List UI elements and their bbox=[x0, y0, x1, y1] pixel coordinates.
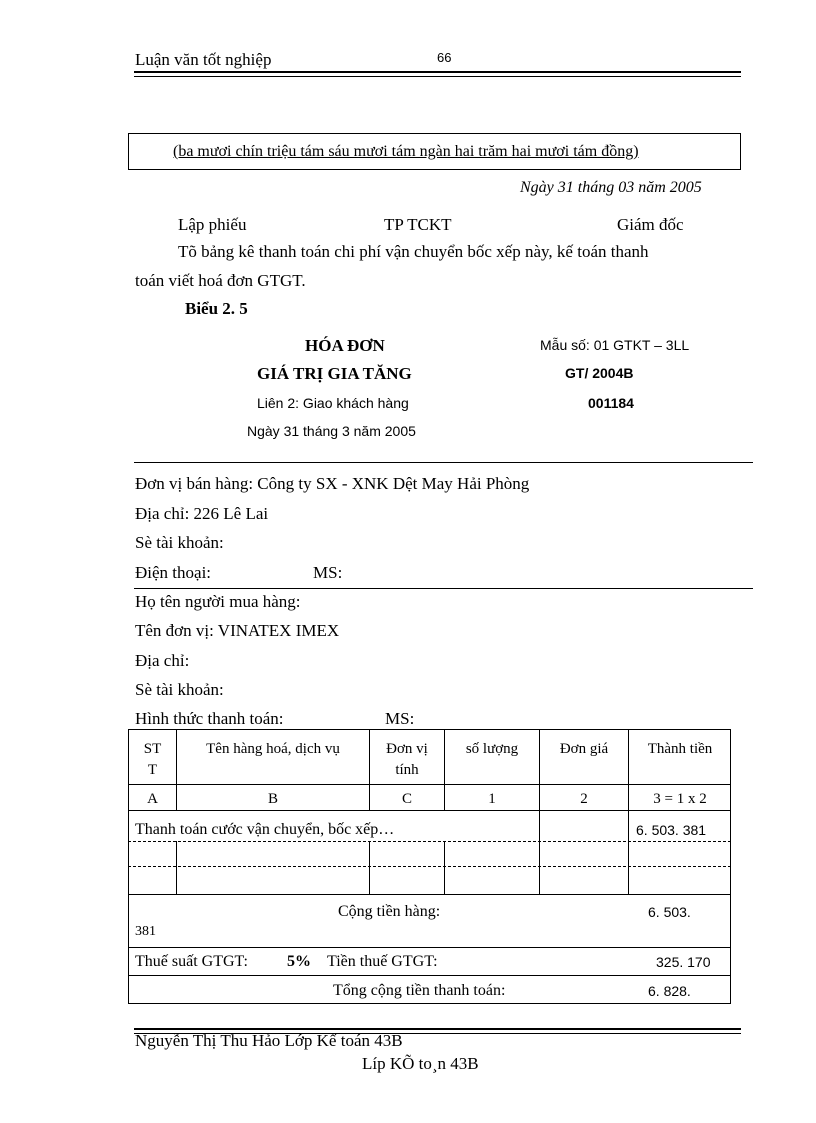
invoice-subtitle: GIÁ TRỊ GIA TĂNG bbox=[257, 364, 412, 383]
code-cell: 2 bbox=[580, 791, 588, 807]
vat-amount-value: 325. 170 bbox=[656, 954, 711, 970]
seller-ms: MS: bbox=[313, 563, 343, 582]
buyer-ms: MS: bbox=[385, 709, 415, 728]
vat-rate-label: Thuế suất GTGT: bbox=[135, 953, 248, 970]
seller-address: Địa chỉ: 226 Lê Lai bbox=[135, 504, 269, 523]
footer-class: Líp KÕ to¸n 43B bbox=[362, 1054, 479, 1073]
header-item-name: Tên hàng hoá, dịch vụ bbox=[206, 741, 340, 757]
header-quantity: số lượng bbox=[465, 741, 519, 757]
divider bbox=[134, 588, 753, 589]
invoice-number: 001184 bbox=[588, 395, 634, 411]
form-number: Mẫu số: 01 GTKT – 3LL bbox=[540, 337, 690, 353]
signature-preparer: Lập phiếu bbox=[178, 215, 247, 234]
header-unit: Đơn vị tính bbox=[386, 741, 428, 778]
code-cell: B bbox=[267, 791, 278, 807]
row-line bbox=[128, 894, 731, 895]
row-line bbox=[128, 784, 731, 785]
row-line-dashed bbox=[128, 841, 731, 842]
invoice-date: Ngày 31 tháng 3 năm 2005 bbox=[247, 423, 416, 439]
subtotal-label: Cộng tiền hàng: bbox=[338, 903, 441, 920]
amount-in-words-box bbox=[128, 133, 741, 170]
footer-author: Nguyễn Thị Thu Hảo Lớp Kế toán 43B bbox=[135, 1031, 403, 1050]
header-amount: Thành tiền bbox=[647, 741, 713, 757]
page-number: 66 bbox=[437, 50, 452, 65]
vat-amount-label: Tiền thuế GTGT: bbox=[327, 953, 438, 970]
buyer-account: Sè tài khoản: bbox=[135, 680, 224, 699]
header-unit-price: Đơn giá bbox=[559, 741, 609, 757]
header-rule bbox=[134, 71, 741, 77]
total-label: Tổng cộng tiền thanh toán: bbox=[333, 982, 506, 999]
seller-unit: Đơn vị bán hàng: Công ty SX - XNK Dệt May Hải Phòng bbox=[135, 474, 530, 493]
row-line bbox=[128, 947, 731, 948]
col-line bbox=[369, 841, 370, 894]
buyer-unit: Tên đơn vị: VINATEX IMEX bbox=[135, 621, 340, 640]
invoice-copy: Liên 2: Giao khách hàng bbox=[257, 395, 409, 411]
signature-chief-accountant: TP TCKT bbox=[384, 215, 452, 234]
code-cell: C bbox=[401, 791, 412, 807]
header-title: Luận văn tốt nghiệp bbox=[135, 50, 272, 69]
date-line: Ngày 31 tháng 03 năm 2005 bbox=[520, 179, 702, 196]
row-line-dashed bbox=[128, 866, 731, 867]
code-cell: 3 = 1 x 2 bbox=[653, 791, 707, 807]
row-line bbox=[128, 975, 731, 976]
payment-method: Hình thức thanh toán: bbox=[135, 709, 284, 728]
seller-phone: Điện thoại: bbox=[135, 563, 212, 582]
amount-in-words: (ba mươi chín triệu tám sáu mươi tám ngàn hai trăm hai mươi tám đồng) bbox=[173, 143, 639, 160]
vat-rate-value: 5% bbox=[287, 953, 311, 970]
signature-director: Giám đốc bbox=[617, 215, 684, 234]
paragraph-line-1: Tõ bảng kê thanh toán chi phí vận chuyển bốc xếp này, kế toán thanh bbox=[178, 242, 649, 261]
figure-label: Biểu 2. 5 bbox=[185, 299, 248, 318]
code-cell: A bbox=[147, 791, 158, 807]
row-line bbox=[128, 810, 731, 811]
subtotal-value: 6. 503. bbox=[648, 904, 691, 920]
invoice-title: HÓA ĐƠN bbox=[305, 336, 385, 355]
header-stt: ST T bbox=[143, 741, 162, 778]
buyer-name: Họ tên người mua hàng: bbox=[135, 592, 301, 611]
invoice-series: GT/ 2004B bbox=[565, 365, 634, 381]
item-description: Thanh toán cước vận chuyển, bốc xếp… bbox=[135, 821, 395, 838]
total-value: 6. 828. bbox=[648, 983, 691, 999]
seller-account: Sè tài khoản: bbox=[135, 533, 224, 552]
subtotal-wrap: 381 bbox=[135, 924, 156, 939]
divider bbox=[134, 462, 753, 463]
buyer-address: Địa chỉ: bbox=[135, 651, 190, 670]
col-line bbox=[444, 841, 445, 894]
item-amount: 6. 503. 381 bbox=[636, 822, 707, 838]
paragraph-line-2: toán viết hoá đơn GTGT. bbox=[135, 271, 306, 290]
col-line bbox=[176, 841, 177, 894]
code-cell: 1 bbox=[488, 791, 496, 807]
